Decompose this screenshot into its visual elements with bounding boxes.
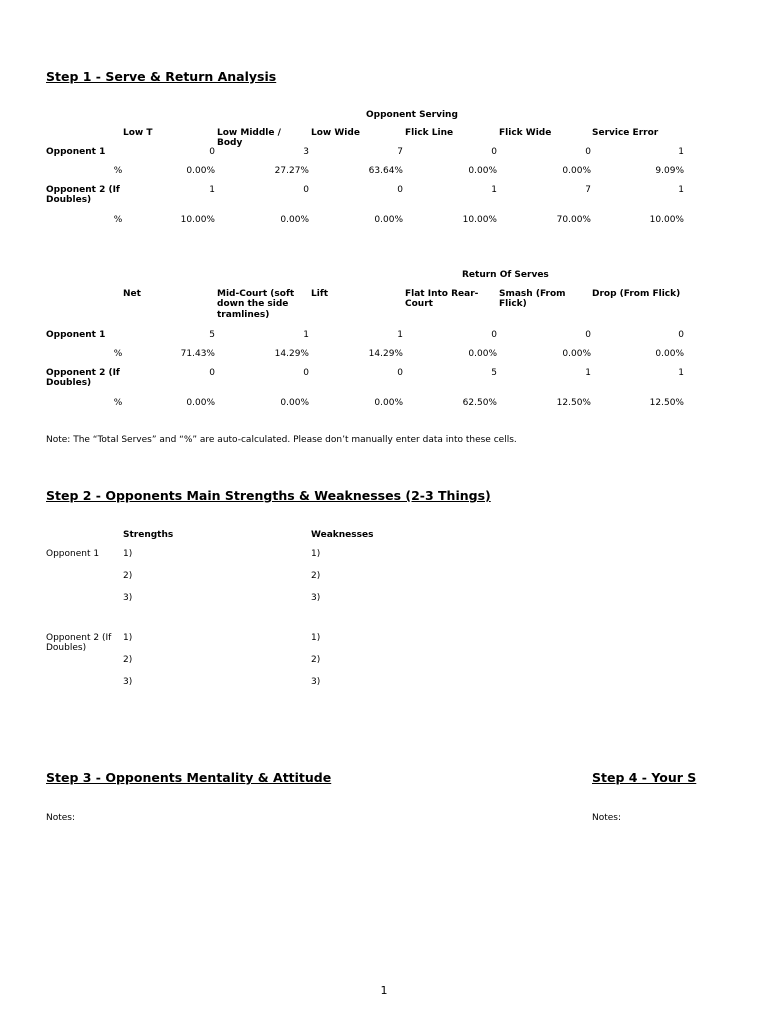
returns-cell: 14.29% xyxy=(274,349,309,359)
serving-caption: Opponent Serving xyxy=(366,110,458,120)
serving-row-label: Opponent 1 xyxy=(46,147,106,157)
serving-cell: 70.00% xyxy=(556,215,591,225)
returns-cell: 0.00% xyxy=(280,398,309,408)
returns-header-lift: Lift xyxy=(311,289,329,299)
returns-cell: 1 xyxy=(397,330,403,340)
serving-cell: 0.00% xyxy=(468,166,497,176)
serving-cell: 0 xyxy=(585,147,591,157)
returns-header-drop: Drop (From Flick) xyxy=(592,289,681,299)
serving-cell: 0 xyxy=(491,147,497,157)
weakness-item[interactable]: 2) xyxy=(311,655,321,665)
serving-cell: 63.64% xyxy=(368,166,403,176)
strength-item[interactable]: 1) xyxy=(123,549,133,559)
returns-header-flat-rear-court: Flat Into Rear-Court xyxy=(405,289,479,310)
strength-item[interactable]: 2) xyxy=(123,571,133,581)
page-number: 1 xyxy=(380,984,388,997)
opponent-label: Opponent 1 xyxy=(46,549,100,559)
serving-cell: 10.00% xyxy=(462,215,497,225)
weaknesses-header: Weaknesses xyxy=(311,530,374,540)
weakness-item[interactable]: 3) xyxy=(311,677,321,687)
step1-title: Step 1 - Serve & Return Analysis xyxy=(46,69,277,84)
weakness-item[interactable]: 2) xyxy=(311,571,321,581)
serving-header-flick-line: Flick Line xyxy=(405,128,454,138)
strength-item[interactable]: 1) xyxy=(123,633,133,643)
strength-item[interactable]: 2) xyxy=(123,655,133,665)
serving-cell: 10.00% xyxy=(649,215,684,225)
weakness-item[interactable]: 1) xyxy=(311,633,321,643)
serving-header-service-error: Service Error xyxy=(592,128,659,138)
weakness-item[interactable]: 1) xyxy=(311,549,321,559)
returns-row-label: Opponent 1 xyxy=(46,330,106,340)
returns-cell: 0.00% xyxy=(562,349,591,359)
strength-item[interactable]: 3) xyxy=(123,593,133,603)
returns-cell: 0 xyxy=(491,330,497,340)
strengths-header: Strengths xyxy=(123,530,174,540)
returns-caption: Return Of Serves xyxy=(462,270,549,280)
step3-notes-label: Notes: xyxy=(46,813,76,823)
returns-cell: 12.50% xyxy=(556,398,591,408)
step4-title: Step 4 - Your S xyxy=(592,770,697,785)
serving-cell: 1 xyxy=(678,185,684,195)
returns-cell: 5 xyxy=(209,330,215,340)
returns-row-label: Opponent 2 (If Doubles) xyxy=(46,368,120,389)
returns-cell: 1 xyxy=(585,368,591,378)
serving-cell: 0.00% xyxy=(374,215,403,225)
returns-cell: 1 xyxy=(678,368,684,378)
serving-cell: 0 xyxy=(209,147,215,157)
serving-header-low-middle: Low Middle / Body xyxy=(217,128,281,149)
returns-cell: 0.00% xyxy=(468,349,497,359)
serving-cell: 0 xyxy=(397,185,403,195)
returns-cell: 0.00% xyxy=(374,398,403,408)
serving-cell: 1 xyxy=(491,185,497,195)
returns-cell: 1 xyxy=(303,330,309,340)
serving-cell: 0.00% xyxy=(562,166,591,176)
serving-header-low-wide: Low Wide xyxy=(311,128,360,138)
returns-cell: 0.00% xyxy=(186,398,215,408)
returns-cell: 71.43% xyxy=(180,349,215,359)
returns-cell: 0.00% xyxy=(655,349,684,359)
returns-header-net: Net xyxy=(123,289,141,299)
returns-cell: 5 xyxy=(491,368,497,378)
returns-cell: 0 xyxy=(303,368,309,378)
serving-cell: 3 xyxy=(303,147,309,157)
serving-cell: 0.00% xyxy=(280,215,309,225)
returns-cell: 62.50% xyxy=(462,398,497,408)
serving-cell: 27.27% xyxy=(274,166,309,176)
serving-cell: 7 xyxy=(397,147,403,157)
serving-row-label: % xyxy=(113,166,123,176)
step3-title: Step 3 - Opponents Mentality & Attitude xyxy=(46,770,332,785)
serving-header-low-t: Low T xyxy=(123,128,153,138)
serving-cell: 0.00% xyxy=(186,166,215,176)
returns-cell: 0 xyxy=(209,368,215,378)
serving-header-flick-wide: Flick Wide xyxy=(499,128,552,138)
step2-title: Step 2 - Opponents Main Strengths & Weaknesses (2-3 Things) xyxy=(46,488,491,503)
serving-cell: 9.09% xyxy=(655,166,684,176)
returns-cell: 0 xyxy=(678,330,684,340)
returns-header-smash: Smash (From Flick) xyxy=(499,289,566,310)
auto-calc-note: Note: The “Total Serves” and “%” are auto-calculated. Please don’t manually enter data into these cells. xyxy=(46,435,517,445)
serving-cell: 1 xyxy=(678,147,684,157)
returns-cell: 14.29% xyxy=(368,349,403,359)
returns-header-mid-court: Mid-Court (soft down the side tramlines) xyxy=(217,289,295,320)
serving-cell: 1 xyxy=(209,185,215,195)
returns-row-label: % xyxy=(113,349,123,359)
returns-cell: 0 xyxy=(585,330,591,340)
opponent-label: Opponent 2 (If Doubles) xyxy=(46,633,112,654)
serving-row-label: Opponent 2 (If Doubles) xyxy=(46,185,120,206)
step4-notes-label: Notes: xyxy=(592,813,622,823)
returns-cell: 12.50% xyxy=(649,398,684,408)
serving-row-label: % xyxy=(113,215,123,225)
serving-cell: 7 xyxy=(585,185,591,195)
serving-cell: 10.00% xyxy=(180,215,215,225)
strength-item[interactable]: 3) xyxy=(123,677,133,687)
weakness-item[interactable]: 3) xyxy=(311,593,321,603)
returns-cell: 0 xyxy=(397,368,403,378)
returns-row-label: % xyxy=(113,398,123,408)
serving-cell: 0 xyxy=(303,185,309,195)
